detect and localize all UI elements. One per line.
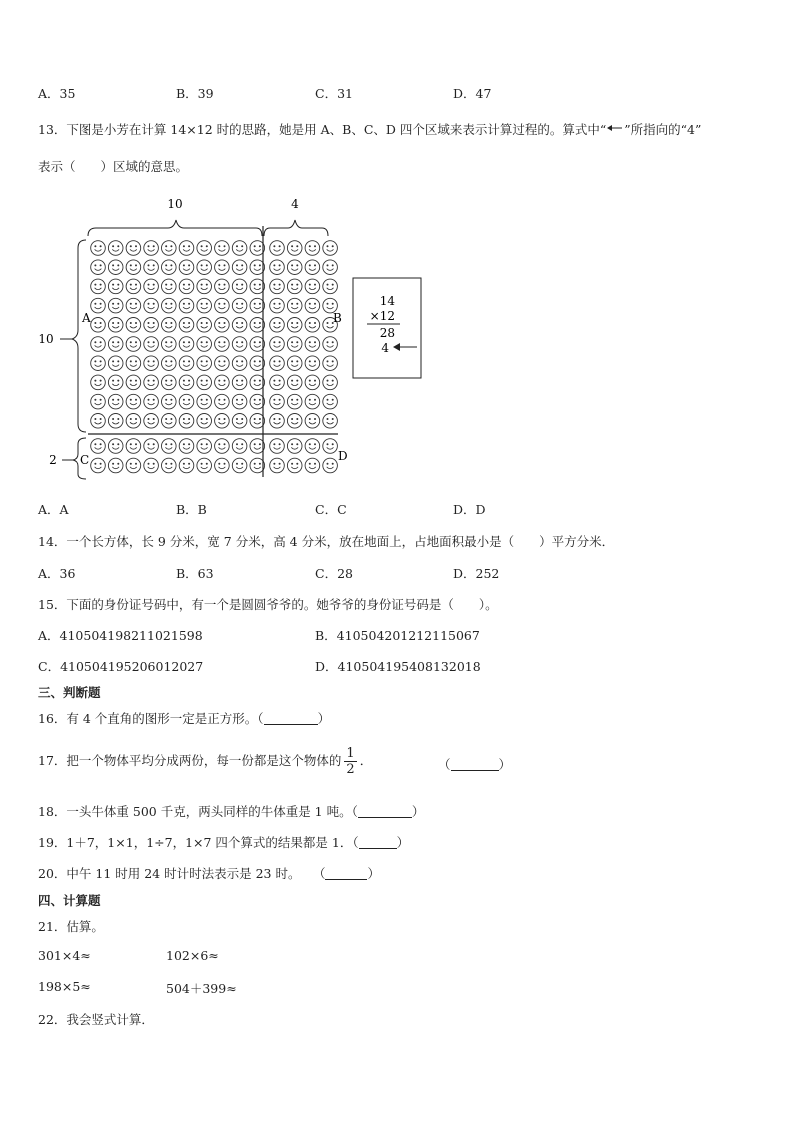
smiley-face-icon <box>108 356 123 371</box>
smiley-face-icon <box>91 298 106 313</box>
smiley-face-icon <box>126 318 141 333</box>
option-c[interactable]: C．28 <box>315 566 353 581</box>
top-label-left: 10 <box>167 197 183 211</box>
smiley-face-icon <box>144 439 159 454</box>
multiplication-area-figure <box>30 192 450 482</box>
question-19 <box>38 833 409 851</box>
smiley-face-icon <box>108 439 123 454</box>
smiley-face-icon <box>179 298 194 313</box>
smiley-face-icon <box>287 337 302 352</box>
smiley-face-icon <box>305 394 320 409</box>
smiley-face-icon <box>215 439 230 454</box>
smiley-face-icon <box>179 356 194 371</box>
smiley-face-icon <box>197 414 212 429</box>
smiley-face-icon <box>162 318 177 333</box>
smiley-face-icon <box>232 458 247 473</box>
smiley-face-icon <box>179 375 194 390</box>
smiley-face-icon <box>270 414 285 429</box>
question-17-text: 17．把一个物体平均分成两份，每一份都是这个物体的 <box>38 753 342 768</box>
option-a[interactable]: A．A <box>38 502 69 517</box>
smiley-face-icon <box>287 318 302 333</box>
smiley-face-icon <box>270 260 285 275</box>
smiley-face-icon <box>323 260 338 275</box>
smiley-face-icon <box>197 298 212 313</box>
smiley-face-icon <box>126 375 141 390</box>
smiley-face-icon <box>197 318 212 333</box>
calc-line-2: ×12 <box>369 309 395 323</box>
smiley-face-icon <box>270 279 285 294</box>
smiley-face-icon <box>305 298 320 313</box>
smiley-face-icon <box>197 260 212 275</box>
smiley-face-icon <box>232 394 247 409</box>
smiley-face-icon <box>270 375 285 390</box>
smiley-face-icon <box>287 241 302 256</box>
smiley-face-icon <box>126 439 141 454</box>
question-20 <box>38 864 380 882</box>
smiley-face-icon <box>323 375 338 390</box>
smiley-face-icon <box>108 458 123 473</box>
smiley-face-icon <box>270 394 285 409</box>
smiley-face-icon <box>287 439 302 454</box>
smiley-face-icon <box>197 241 212 256</box>
smiley-face-icon <box>305 279 320 294</box>
question-15: 15．下面的身份证号码中，有一个是圆圆爷爷的。她爷爷的身份证号码是（ ）。 <box>38 597 498 612</box>
smiley-face-icon <box>108 394 123 409</box>
smiley-face-icon <box>179 337 194 352</box>
smiley-face-icon <box>144 298 159 313</box>
smiley-face-icon <box>162 439 177 454</box>
smiley-face-icon <box>305 356 320 371</box>
smiley-face-icon <box>232 414 247 429</box>
smiley-face-icon <box>287 260 302 275</box>
smiley-face-icon <box>215 414 230 429</box>
smiley-face-icon <box>91 337 106 352</box>
smiley-face-icon <box>144 394 159 409</box>
close-paren: ） <box>396 835 410 850</box>
smiley-face-icon <box>126 260 141 275</box>
smiley-face-icon <box>162 414 177 429</box>
smiley-face-icon <box>108 260 123 275</box>
smiley-face-icon <box>126 279 141 294</box>
smiley-face-icon <box>323 414 338 429</box>
question-17 <box>38 746 372 777</box>
smiley-face-icon <box>144 337 159 352</box>
smiley-face-icon <box>91 439 106 454</box>
smiley-face-icon <box>215 241 230 256</box>
smiley-face-icon <box>126 458 141 473</box>
section-heading-4: 四、计算题 <box>38 893 101 908</box>
option-d[interactable]: D．410504195408132018 <box>315 659 481 674</box>
fraction-one-half <box>344 746 356 777</box>
open-paren: （ <box>438 757 451 772</box>
estimate-item: 102×6≈ <box>166 948 219 963</box>
smiley-face-icon <box>179 260 194 275</box>
smiley-face-icon <box>144 260 159 275</box>
smiley-face-icon <box>270 241 285 256</box>
brace-top-right <box>264 220 328 236</box>
calc-line-1: 14 <box>379 294 395 308</box>
close-paren: ） <box>317 711 331 726</box>
option-a[interactable]: A．36 <box>38 566 76 581</box>
smiley-face-icon <box>197 356 212 371</box>
close-paren: ） <box>411 804 425 819</box>
smiley-face-icon <box>323 241 338 256</box>
smiley-face-icon <box>144 318 159 333</box>
smiley-face-icon <box>162 279 177 294</box>
smiley-face-icon <box>215 260 230 275</box>
side-label-top: 10 <box>38 332 54 346</box>
smiley-face-icon <box>108 375 123 390</box>
smiley-face-icon <box>197 439 212 454</box>
answer-blank[interactable] <box>264 712 318 725</box>
smiley-face-icon <box>270 337 285 352</box>
smiley-face-icon <box>287 414 302 429</box>
smiley-face-icon <box>287 458 302 473</box>
fraction-numerator: 1 <box>346 746 355 761</box>
smiley-face-icon <box>197 394 212 409</box>
question-21: 21．估算。 <box>38 919 104 934</box>
smiley-face-icon <box>215 298 230 313</box>
smiley-face-icon <box>215 356 230 371</box>
smiley-face-icon <box>91 260 106 275</box>
smiley-face-icon <box>232 260 247 275</box>
calc-line-4: 4 <box>381 341 389 355</box>
smiley-face-icon <box>215 394 230 409</box>
question-19-text: 19．1＋7，1×1，1÷7，1×7 四个算式的结果都是 1．（ <box>38 835 359 850</box>
question-20-text: 20．中午 11 时用 24 时计时法表示是 23 时。 （ <box>38 866 326 881</box>
smiley-face-icon <box>215 279 230 294</box>
smiley-face-icon <box>162 298 177 313</box>
question-13-text-a: 13．下图是小芳在计算 14×12 时的思路，她是用 A、B、C、D 四个区域来表示计算过程的。算式中“ <box>38 122 607 137</box>
smiley-face-icon <box>91 458 106 473</box>
smiley-face-icon <box>108 337 123 352</box>
smiley-face-icon <box>91 394 106 409</box>
option-b[interactable]: B．63 <box>176 566 214 581</box>
section-heading-3: 三、判断题 <box>38 685 101 700</box>
smiley-face-icon <box>305 375 320 390</box>
smiley-face-icon <box>197 458 212 473</box>
answer-blank[interactable] <box>358 805 412 818</box>
smiley-face-icon <box>144 458 159 473</box>
option-c[interactable]: C．410504195206012027 <box>38 659 204 674</box>
smiley-face-icon <box>91 318 106 333</box>
smiley-face-icon <box>144 279 159 294</box>
side-label-bottom: 2 <box>49 453 57 467</box>
smiley-face-icon <box>215 337 230 352</box>
option-d[interactable]: D．D <box>453 502 486 517</box>
smiley-face-icon <box>162 260 177 275</box>
option-a[interactable]: A．410504198211021598 <box>38 628 203 643</box>
smiley-face-icon <box>323 337 338 352</box>
question-17-end: ． <box>359 753 373 768</box>
smiley-face-icon <box>179 394 194 409</box>
smiley-face-icon <box>232 375 247 390</box>
option-b[interactable]: B．B <box>176 502 207 517</box>
smiley-face-icon <box>305 337 320 352</box>
question-13-line1 <box>38 120 701 138</box>
smiley-face-icon <box>323 458 338 473</box>
smiley-face-icon <box>305 318 320 333</box>
option-b[interactable]: B．410504201212115067 <box>315 628 480 643</box>
smiley-face-icon <box>126 394 141 409</box>
question-17-answer <box>438 755 511 773</box>
smiley-face-icon <box>323 279 338 294</box>
question-18 <box>38 802 424 820</box>
smiley-face-icon <box>197 279 212 294</box>
option-c[interactable]: C．31 <box>315 86 353 101</box>
smiley-face-icon <box>179 318 194 333</box>
smiley-face-icon <box>287 394 302 409</box>
smiley-face-icon <box>144 414 159 429</box>
question-13-line2: 表示（ ）区域的意思。 <box>38 159 189 174</box>
smiley-face-icon <box>287 298 302 313</box>
smiley-face-icon <box>215 375 230 390</box>
brace-left-top <box>72 240 86 432</box>
smiley-face-icon <box>179 458 194 473</box>
smiley-face-icon <box>232 318 247 333</box>
smiley-face-icon <box>270 298 285 313</box>
question-14: 14．一个长方体，长 9 分米，宽 7 分米，高 4 分米，放在地面上，占地面积最小是（ ）平方分米． <box>38 534 615 549</box>
smiley-face-icon <box>232 279 247 294</box>
smiley-face-icon <box>270 318 285 333</box>
smiley-face-icon <box>305 260 320 275</box>
option-d[interactable]: D．47 <box>453 86 492 101</box>
smiley-face-icon <box>162 375 177 390</box>
smiley-face-icon <box>270 439 285 454</box>
smiley-face-icon <box>179 241 194 256</box>
close-paren: ） <box>498 757 512 772</box>
smiley-grid <box>91 241 338 473</box>
estimate-item: 198×5≈ <box>38 979 91 994</box>
question-22: 22．我会竖式计算． <box>38 1012 154 1027</box>
smiley-face-icon <box>179 439 194 454</box>
answer-blank[interactable] <box>451 758 499 771</box>
smiley-face-icon <box>108 279 123 294</box>
smiley-face-icon <box>162 356 177 371</box>
smiley-face-icon <box>305 414 320 429</box>
top-label-right: 4 <box>291 197 299 211</box>
calc-line-3: 28 <box>379 326 395 340</box>
smiley-face-icon <box>144 241 159 256</box>
question-16-text: 16．有 4 个直角的图形一定是正方形。（ <box>38 711 264 726</box>
answer-blank[interactable] <box>359 836 397 849</box>
smiley-face-icon <box>197 375 212 390</box>
smiley-face-icon <box>232 298 247 313</box>
smiley-face-icon <box>305 458 320 473</box>
smiley-face-icon <box>144 375 159 390</box>
smiley-face-icon <box>91 414 106 429</box>
close-paren: ） <box>367 866 380 881</box>
option-d[interactable]: D．252 <box>453 566 500 581</box>
smiley-face-icon <box>323 394 338 409</box>
smiley-face-icon <box>126 337 141 352</box>
arrow-left-icon <box>606 123 624 133</box>
smiley-face-icon <box>287 356 302 371</box>
smiley-face-icon <box>215 458 230 473</box>
smiley-face-icon <box>108 241 123 256</box>
smiley-face-icon <box>270 356 285 371</box>
smiley-face-icon <box>108 298 123 313</box>
question-16 <box>38 709 330 727</box>
estimate-item: 301×4≈ <box>38 948 91 963</box>
smiley-face-icon <box>305 439 320 454</box>
smiley-face-icon <box>126 298 141 313</box>
smiley-face-icon <box>126 356 141 371</box>
smiley-face-icon <box>232 439 247 454</box>
smiley-face-icon <box>108 318 123 333</box>
smiley-face-icon <box>287 375 302 390</box>
smiley-face-icon <box>179 414 194 429</box>
smiley-face-icon <box>287 279 302 294</box>
smiley-face-icon <box>126 414 141 429</box>
smiley-face-icon <box>91 241 106 256</box>
smiley-face-icon <box>162 337 177 352</box>
region-a-label: A <box>82 311 91 325</box>
smiley-face-icon <box>162 394 177 409</box>
smiley-face-icon <box>215 318 230 333</box>
estimate-item: 504＋399≈ <box>166 981 237 996</box>
smiley-face-icon <box>305 241 320 256</box>
smiley-face-icon <box>91 356 106 371</box>
smiley-face-icon <box>108 414 123 429</box>
fraction-denominator: 2 <box>346 762 355 777</box>
smiley-face-icon <box>144 356 159 371</box>
answer-blank[interactable] <box>325 867 367 880</box>
question-13-text-b: ”所指向的“4” <box>624 122 702 137</box>
option-c[interactable]: C．C <box>315 502 347 517</box>
smiley-face-icon <box>126 241 141 256</box>
option-b[interactable]: B．39 <box>176 86 214 101</box>
question-18-text: 18．一头牛体重 500 千克，两头同样的牛体重是 1 吨。（ <box>38 804 358 819</box>
smiley-face-icon <box>162 241 177 256</box>
region-b-label: B <box>333 311 342 325</box>
smiley-face-icon <box>323 439 338 454</box>
smiley-face-icon <box>91 375 106 390</box>
smiley-face-icon <box>232 356 247 371</box>
smiley-face-icon <box>323 356 338 371</box>
smiley-face-icon <box>232 241 247 256</box>
region-c-label: C <box>80 453 90 467</box>
smiley-face-icon <box>270 458 285 473</box>
smiley-face-icon <box>162 458 177 473</box>
option-a[interactable]: A．35 <box>38 86 76 101</box>
smiley-face-icon <box>232 337 247 352</box>
brace-top-left <box>88 220 262 236</box>
smiley-face-icon <box>197 337 212 352</box>
smiley-face-icon <box>91 279 106 294</box>
smiley-face-icon <box>179 279 194 294</box>
region-d-label: D <box>338 449 348 463</box>
